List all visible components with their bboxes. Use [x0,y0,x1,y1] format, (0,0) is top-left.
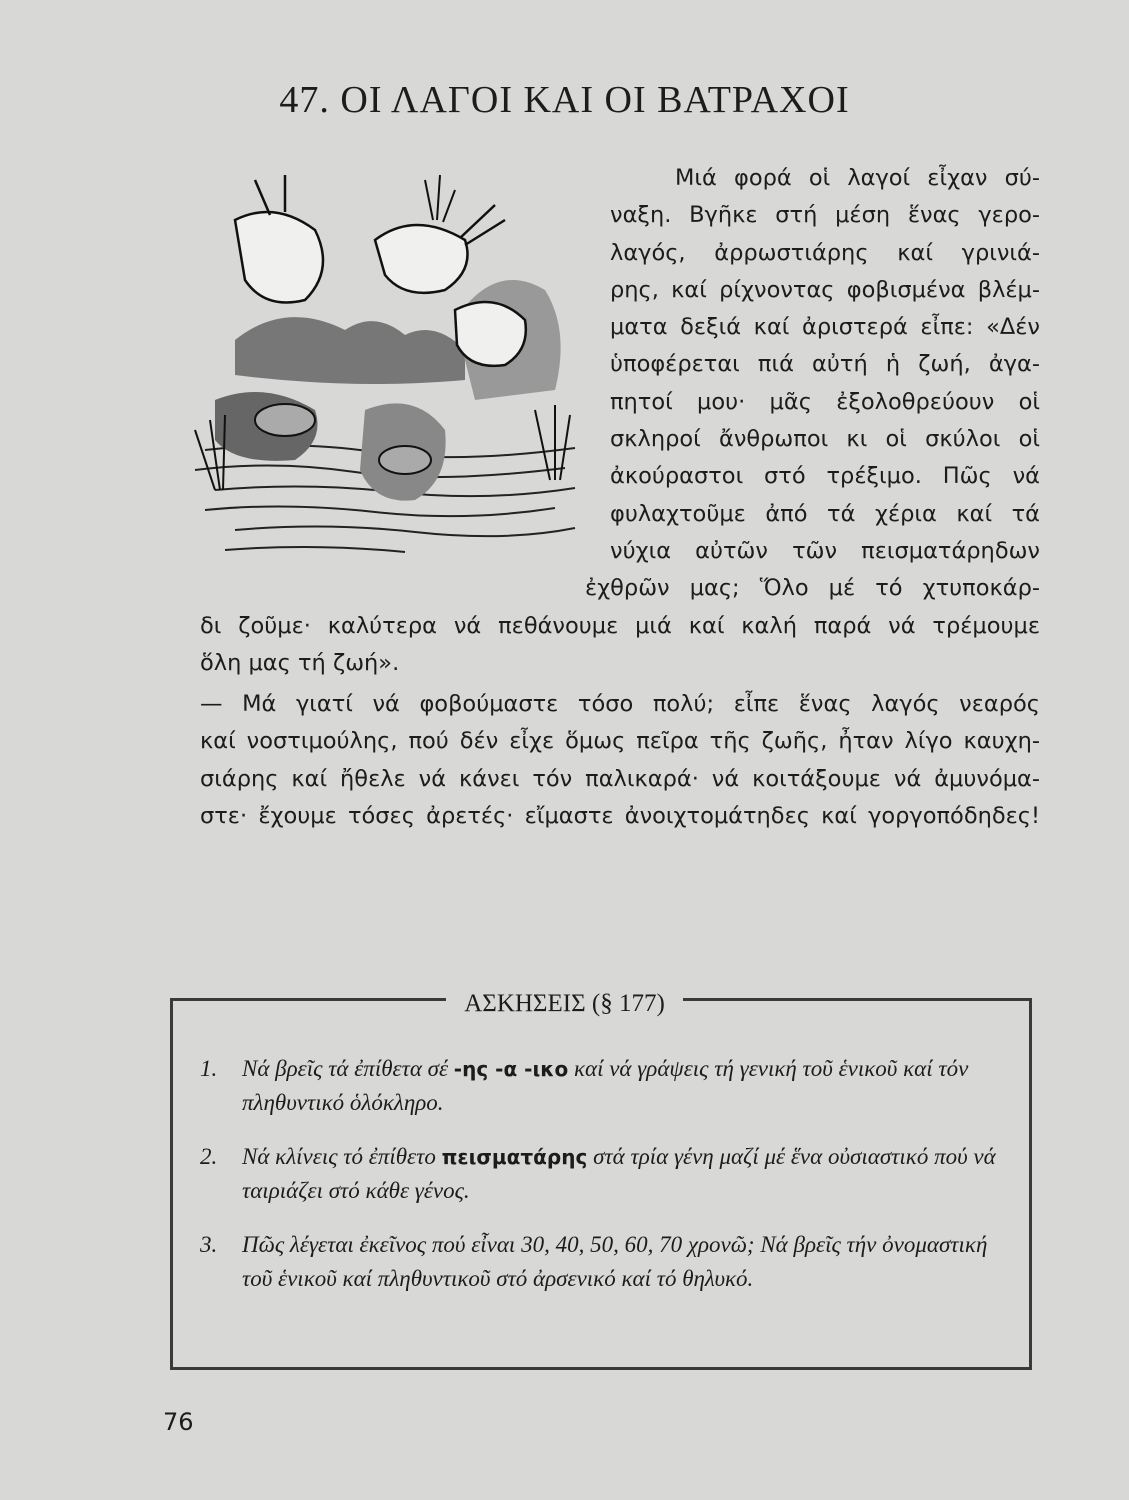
exercises-list [200,1052,1005,1316]
exercise-bold-term: πεισματάρης [441,1145,588,1169]
exercise-number: 2. [200,1144,218,1169]
story-line: ὑποφέρεται πιά αὐτή ἡ ζωή, ἀγα- [610,351,1040,378]
story-line: φυλαχτοῦμε ἀπό τά χέρια καί τά [610,500,1040,527]
story-line: ρης, καί ρίχνοντας φοβισμένα βλέμ- [610,276,1040,303]
story-line: Μιά φορά οἱ λαγοί εἶχαν σύ- [675,165,1040,191]
page-number: 76 [163,1408,194,1436]
exercise-bold-term: -ης -α -ικο [453,1057,569,1081]
story-line: καί νοστιμούλης, πού δέν εἶχε ὅμως πεῖρα τῆς ζωῆς, ἦταν λίγο καυχη- [200,728,1040,755]
story-line: νύχια αὐτῶν τῶν πεισματάρηδων [610,537,1040,564]
exercise-text: στά τρία γένη μαζί μέ ἕνα οὐσιαστικό πού νά ταιριάζει στό κάθε γένος. [242,1144,996,1203]
exercise-text: Νά βρεῖς τά ἐπίθετα σέ [242,1056,454,1081]
story-line: ἐχθρῶν μας; Ὅλο μέ τό χτυποκάρ- [585,575,1040,602]
exercise-item [200,1052,1005,1120]
exercises-heading-text: ΑΣΚΗΣΕΙΣ (§ 177) [446,990,683,1017]
story-line: δι ζοῦμε· καλύτερα νά πεθάνουμε μιά καί καλή παρά νά τρέμουμε [200,612,1040,639]
exercises-heading [0,990,1129,1018]
story-line: ὅλη μας τή ζωή». [200,649,400,676]
story-line: ἀκούραστοι στό τρέξιμο. Πῶς νά [610,463,1040,490]
exercise-number: 3. [200,1232,218,1257]
story-line: ναξη. Βγῆκε στή μέση ἕνας γερο- [610,202,1040,229]
story-text [200,160,1040,835]
story-line: σκληροί ἄνθρωποι κι οἱ σκύλοι οἱ [610,426,1040,453]
exercise-text: Νά κλίνεις τό ἐπίθετο [242,1144,442,1169]
exercise-text: Πῶς λέγεται ἐκεῖνος πού εἶναι 30, 40, 50, 60, 70 χρονῶ; Νά βρεῖς τήν ὀνομαστική τοῦ ἑνικοῦ καί πληθυντικοῦ στό ἀρσενικό καί τό θηλυκό. [242,1232,988,1291]
exercise-text: καί νά γράψεις τή γενική τοῦ ἑνικοῦ καί τόν πληθυντικό ὁλόκληρο. [242,1056,969,1115]
exercise-item [200,1140,1005,1208]
story-line: λαγός, ἀρρωστιάρης καί γρινιά- [610,239,1040,266]
story-line: ματα δεξιά καί ἀριστερά εἶπε: «Δέν [610,314,1040,341]
exercise-number: 1. [200,1056,218,1081]
story-line: σιάρης καί ἤθελε νά κάνει τόν παλικαρά· νά κοιτάξουμε νά ἀμυνόμα- [200,765,1040,792]
page-title: 47. ΟΙ ΛΑΓΟΙ ΚΑΙ ΟΙ ΒΑΤΡΑΧΟΙ [279,79,850,121]
story-line: — Μά γιατί νά φοβούμαστε τόσο πολύ; εἶπε ἕνας λαγός νεαρός [200,691,1040,718]
story-line: πητοί μου· μᾶς ἐξολοθρεύουν οἱ [610,388,1040,415]
story-line: στε· ἔχουμε τόσες ἀρετές· εἴμαστε ἀνοιχτομάτηδες καί γοργοπόδηδες! [200,803,1040,830]
exercise-item [200,1228,1005,1296]
